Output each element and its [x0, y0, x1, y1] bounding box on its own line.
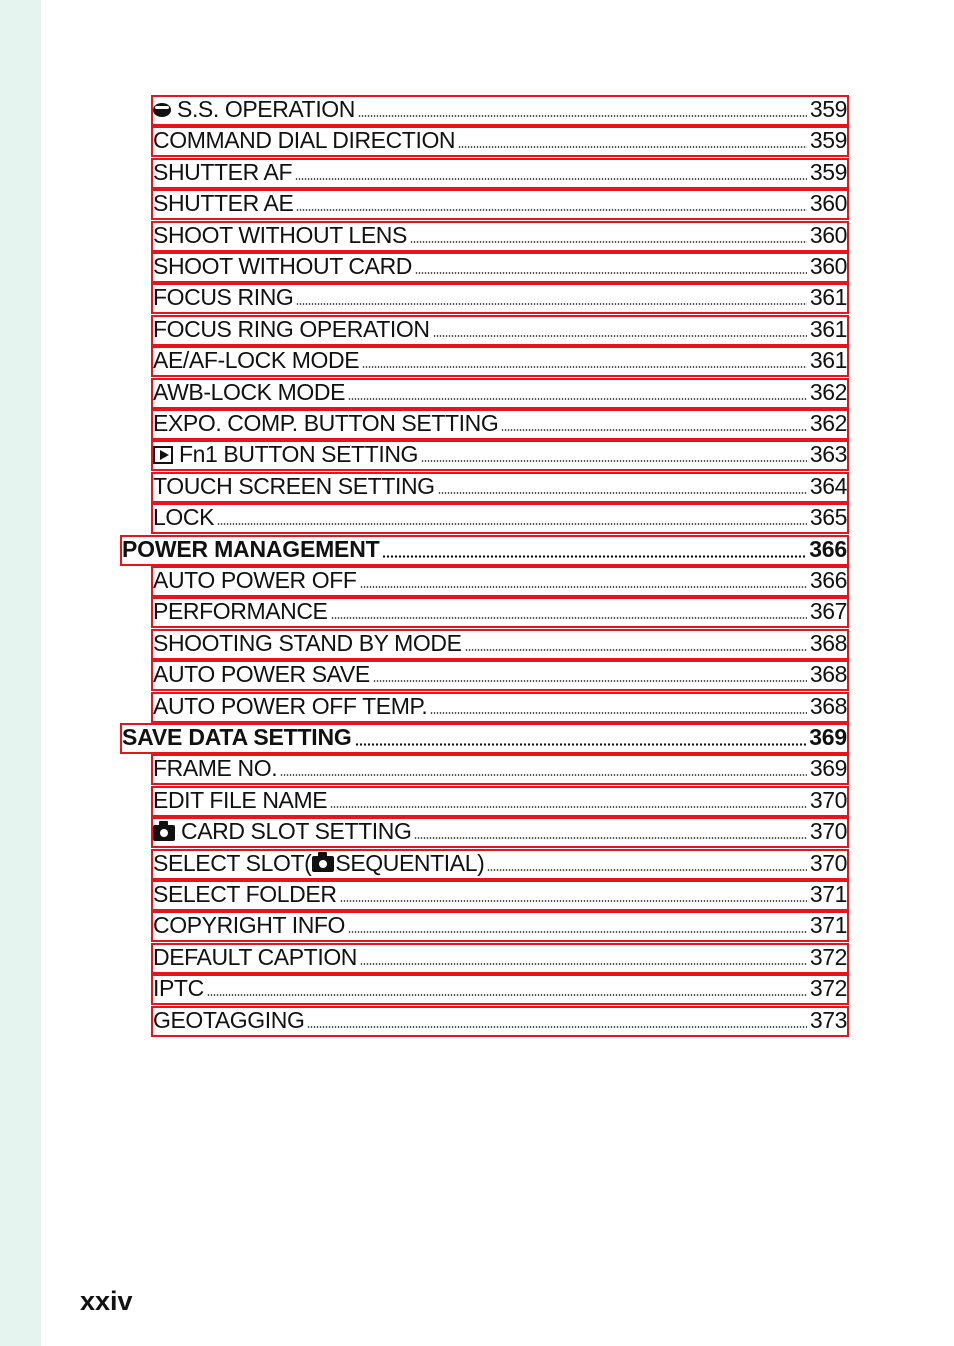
toc-entry[interactable]	[151, 566, 849, 597]
toc-entry-label	[153, 789, 327, 812]
toc-entry-label	[153, 883, 337, 906]
toc-entry-label	[153, 506, 214, 529]
toc-entry-label	[153, 914, 345, 937]
toc-entry-title: COPYRIGHT INFO	[153, 912, 346, 938]
dot-leader	[358, 115, 807, 117]
toc-page-number: 368	[809, 630, 847, 656]
toc-entry-label	[153, 695, 427, 718]
toc-entry-label	[153, 318, 430, 341]
toc-entry-title: POWER MANAGEMENT	[122, 536, 380, 562]
dot-leader	[410, 241, 807, 243]
page-side-strip	[0, 0, 41, 1346]
toc-entry-title: FOCUS RING OPERATION	[153, 316, 430, 342]
toc-section-entry[interactable]	[120, 535, 849, 566]
toc-entry-title: S.S. OPERATION	[177, 96, 356, 122]
toc-entry-label	[153, 349, 359, 372]
toc-entry[interactable]	[151, 817, 849, 848]
toc-entry[interactable]	[151, 189, 849, 220]
dot-leader	[280, 774, 807, 776]
toc-entry-label	[153, 632, 462, 655]
toc-entry-title: EDIT FILE NAME	[153, 787, 328, 813]
toc-page-number: 370	[809, 818, 847, 844]
toc-entry-title: AUTO POWER SAVE	[153, 661, 370, 687]
dial-icon	[153, 103, 171, 117]
toc-entry[interactable]	[151, 252, 849, 283]
toc-entry-label	[153, 757, 277, 780]
page-number: xxiv	[80, 1286, 133, 1316]
toc-page-number: 361	[809, 284, 847, 310]
toc-page-number: 371	[809, 912, 847, 938]
toc-page-number: 360	[809, 190, 847, 216]
toc-entry-label	[153, 600, 328, 623]
toc-page-number: 360	[809, 222, 847, 248]
dot-leader	[307, 1026, 806, 1028]
toc-entry-label	[153, 1009, 304, 1032]
toc-entry[interactable]	[151, 95, 849, 126]
toc-entry[interactable]	[151, 911, 849, 942]
dot-leader	[438, 492, 807, 494]
toc-entry-title: SELECT FOLDER	[153, 881, 337, 907]
toc-entry[interactable]	[151, 158, 849, 189]
toc-entry-title: EXPO. COMP. BUTTON SETTING	[153, 410, 499, 436]
toc-entry-title: COMMAND DIAL DIRECTION	[153, 127, 456, 153]
dot-leader	[340, 900, 807, 902]
toc-page-number: 359	[809, 159, 847, 185]
toc-page-number: 360	[809, 253, 847, 279]
toc-entry[interactable]	[151, 126, 849, 157]
dot-leader	[362, 366, 807, 368]
toc-entry-title: SHOOT WITHOUT CARD	[153, 253, 413, 279]
toc-entry-title: IPTC	[153, 975, 204, 1001]
toc-page-number: 368	[809, 693, 847, 719]
dot-leader	[295, 178, 807, 180]
dot-leader	[296, 209, 806, 211]
dot-leader	[330, 806, 807, 808]
toc-entry[interactable]	[151, 503, 849, 534]
dot-leader	[360, 586, 807, 588]
toc-entry[interactable]	[151, 597, 849, 628]
toc-entry[interactable]	[151, 660, 849, 691]
camera-icon	[312, 856, 334, 872]
toc-entry-title: TOUCH SCREEN SETTING	[153, 473, 435, 499]
toc-page-number: 372	[809, 944, 847, 970]
dot-leader	[501, 429, 807, 431]
toc-page-number: 362	[809, 410, 847, 436]
toc-entry-title: SHUTTER AF	[153, 159, 293, 185]
toc-entry-label	[153, 129, 455, 152]
toc-entry[interactable]	[151, 378, 849, 409]
toc-entry-label	[153, 569, 357, 592]
toc-entry-label	[153, 977, 204, 1000]
toc-entry-title: PERFORMANCE	[153, 598, 328, 624]
toc-section-entry[interactable]	[120, 723, 849, 754]
toc-page-number: 362	[809, 379, 847, 405]
toc-entry-title: AE/AF-LOCK MODE	[153, 347, 360, 373]
toc-page-number: 368	[809, 661, 847, 687]
toc-entry-title: CARD SLOT SETTING	[181, 818, 412, 844]
toc-entry[interactable]	[151, 440, 849, 471]
dot-leader	[415, 272, 807, 274]
toc-page-number: 367	[809, 598, 847, 624]
toc-entry[interactable]	[151, 346, 849, 377]
toc-entry-title: AUTO POWER OFF	[153, 567, 357, 593]
toc-entry-title: SAVE DATA SETTING	[122, 724, 352, 750]
toc-entry-label	[153, 255, 412, 278]
toc-entry[interactable]	[151, 283, 849, 314]
toc-page-number: 364	[809, 473, 847, 499]
playback-icon	[153, 446, 173, 464]
toc-entry-label	[153, 161, 292, 184]
dot-leader	[373, 680, 807, 682]
toc-entry-title: Fn1 BUTTON SETTING	[179, 441, 419, 467]
toc-page-number: 366	[809, 567, 847, 593]
toc-page-number: 370	[809, 787, 847, 813]
toc-page-number: 370	[809, 850, 847, 876]
toc-entry-title: SHOOTING STAND BY MODE	[153, 630, 462, 656]
toc-page-number: 363	[809, 441, 847, 467]
toc-entry[interactable]	[151, 754, 849, 785]
dot-leader	[207, 994, 807, 996]
dot-leader	[355, 743, 807, 746]
dot-leader	[331, 617, 807, 619]
toc-page-number: 371	[809, 881, 847, 907]
toc-entry-label	[153, 192, 293, 215]
dot-leader	[421, 460, 807, 462]
toc-entry-label	[153, 443, 418, 466]
dot-leader	[430, 712, 806, 714]
toc-page-number: 372	[809, 975, 847, 1001]
toc-entry-title: SHOOT WITHOUT LENS	[153, 222, 407, 248]
toc-page-number: 359	[809, 127, 847, 153]
toc-entry-label	[153, 98, 355, 121]
toc-entry-label	[153, 381, 345, 404]
toc-entry-title: GEOTAGGING	[153, 1007, 305, 1033]
dot-leader	[217, 523, 807, 525]
toc-entry-title: LOCK	[153, 504, 215, 530]
toc-entry[interactable]	[151, 943, 849, 974]
toc-page-number: 361	[809, 347, 847, 373]
toc-entry-label	[153, 852, 484, 875]
dot-leader	[382, 555, 806, 558]
toc-page-number: 369	[809, 724, 847, 750]
toc-entry[interactable]	[151, 472, 849, 503]
toc-entry[interactable]	[151, 1006, 849, 1037]
toc-entry-label	[153, 286, 293, 309]
dot-leader	[487, 869, 806, 871]
toc-page-number: 365	[809, 504, 847, 530]
dot-leader	[348, 931, 807, 933]
toc-page-number: 359	[809, 96, 847, 122]
toc-entry-label	[122, 726, 352, 749]
toc-entry-label	[153, 663, 370, 686]
toc-entry-title: DEFAULT CAPTION	[153, 944, 358, 970]
dot-leader	[296, 303, 806, 305]
dot-leader	[433, 335, 807, 337]
dot-leader	[465, 649, 807, 651]
dot-leader	[458, 146, 807, 148]
dot-leader	[348, 398, 807, 400]
toc-entry-label	[153, 820, 411, 843]
toc-entry[interactable]	[151, 692, 849, 723]
toc-entry[interactable]	[151, 786, 849, 817]
toc-entry[interactable]	[151, 409, 849, 440]
toc-entry-title: SHUTTER AE	[153, 190, 294, 216]
dot-leader	[360, 963, 807, 965]
toc-page-number: 373	[809, 1007, 847, 1033]
toc-page-number: 369	[809, 755, 847, 781]
toc-page-number: 361	[809, 316, 847, 342]
toc-entry-label	[153, 224, 407, 247]
toc-entry[interactable]	[151, 315, 849, 346]
toc-entry[interactable]	[151, 629, 849, 660]
toc-entry[interactable]	[151, 974, 849, 1005]
toc-entry-title: AUTO POWER OFF TEMP.	[153, 693, 428, 719]
toc-entry-title: FOCUS RING	[153, 284, 294, 310]
dot-leader	[414, 837, 806, 839]
toc-entry[interactable]	[151, 221, 849, 252]
toc-entry-label	[153, 412, 498, 435]
toc-entry-label	[153, 475, 435, 498]
toc-entry[interactable]	[151, 880, 849, 911]
toc-entry-title: SEQUENTIAL)	[335, 850, 485, 876]
toc-entry-label-part: SELECT SLOT(	[153, 850, 312, 876]
toc-entry-label	[122, 538, 379, 561]
toc-entry[interactable]	[151, 849, 849, 880]
camera-icon	[153, 825, 175, 841]
toc-entry-title: AWB-LOCK MODE	[153, 379, 346, 405]
toc-entry-title: FRAME NO.	[153, 755, 278, 781]
toc-entry-label	[153, 946, 357, 969]
toc-page-number: 366	[809, 536, 847, 562]
